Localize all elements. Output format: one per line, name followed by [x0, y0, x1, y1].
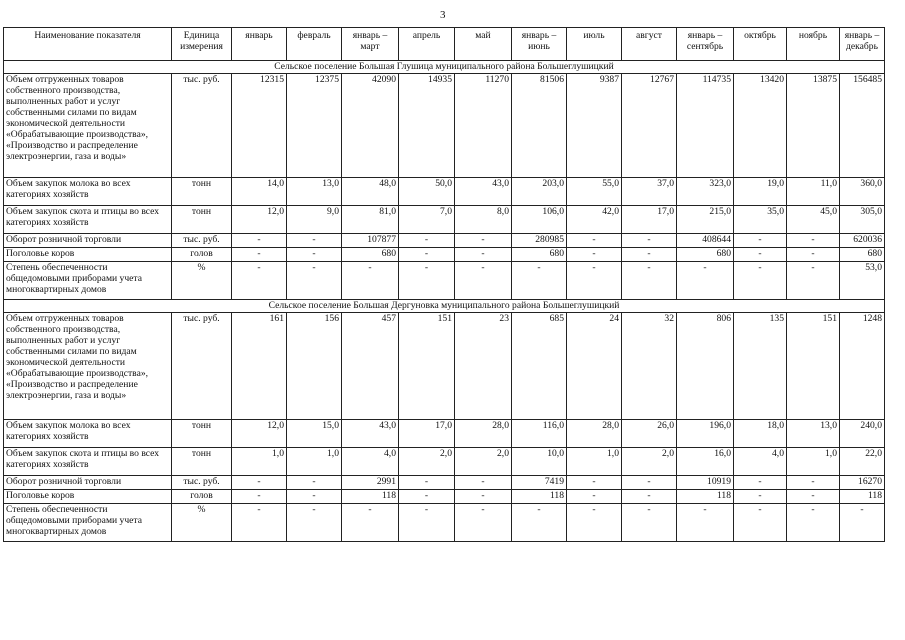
value-cell: 118 [512, 490, 567, 504]
value-cell: 23 [455, 313, 512, 420]
value-cell: 408644 [677, 234, 734, 248]
value-cell: 11270 [455, 74, 512, 178]
value-cell: 81506 [512, 74, 567, 178]
indicator-unit: тонн [172, 206, 232, 234]
page-number: 3 [440, 9, 446, 21]
value-cell: - [399, 490, 455, 504]
value-cell: 17,0 [399, 420, 455, 448]
value-cell: 1,0 [787, 448, 840, 476]
value-cell: 1,0 [567, 448, 622, 476]
value-cell: 13,0 [787, 420, 840, 448]
value-cell: 114735 [677, 74, 734, 178]
header-period: январь – март [342, 28, 399, 61]
table-row [4, 476, 885, 490]
table-row [4, 448, 885, 476]
indicator-unit: тыс. руб. [172, 234, 232, 248]
header-unit: Единица измерения [172, 28, 232, 61]
value-cell: 4,0 [734, 448, 787, 476]
section-row [4, 300, 885, 313]
indicator-unit: тыс. руб. [172, 476, 232, 490]
table-row [4, 420, 885, 448]
value-cell: 12,0 [232, 420, 287, 448]
value-cell: - [734, 490, 787, 504]
value-cell: 13875 [787, 74, 840, 178]
header-period: январь – декабрь [840, 28, 885, 61]
value-cell: - [734, 504, 787, 542]
value-cell: 457 [342, 313, 399, 420]
value-cell: 1,0 [287, 448, 342, 476]
value-cell: 215,0 [677, 206, 734, 234]
table-row [4, 262, 885, 300]
header-period: май [455, 28, 512, 61]
value-cell: 685 [512, 313, 567, 420]
value-cell: - [455, 490, 512, 504]
indicator-name: Оборот розничной торговли [4, 234, 172, 248]
value-cell: - [287, 490, 342, 504]
section-title: Сельское поселение Большая Дергуновка муниципального района Большеглушицкий [4, 300, 885, 313]
value-cell: - [455, 234, 512, 248]
value-cell: 12,0 [232, 206, 287, 234]
indicator-unit: % [172, 504, 232, 542]
value-cell: 680 [677, 248, 734, 262]
value-cell: 151 [399, 313, 455, 420]
value-cell: - [677, 262, 734, 300]
value-cell: 13,0 [287, 178, 342, 206]
value-cell: 10919 [677, 476, 734, 490]
value-cell: 1,0 [232, 448, 287, 476]
indicator-table [3, 27, 885, 542]
value-cell: - [399, 248, 455, 262]
value-cell: 17,0 [622, 206, 677, 234]
header-period: январь [232, 28, 287, 61]
header-period: октябрь [734, 28, 787, 61]
value-cell: 680 [342, 248, 399, 262]
value-cell: - [622, 490, 677, 504]
indicator-unit: голов [172, 248, 232, 262]
header-period: ноябрь [787, 28, 840, 61]
value-cell: - [622, 234, 677, 248]
value-cell: 32 [622, 313, 677, 420]
value-cell: 55,0 [567, 178, 622, 206]
value-cell: - [787, 490, 840, 504]
value-cell: 13420 [734, 74, 787, 178]
value-cell: 151 [787, 313, 840, 420]
value-cell: 14,0 [232, 178, 287, 206]
value-cell: 26,0 [622, 420, 677, 448]
value-cell: 48,0 [342, 178, 399, 206]
value-cell: 15,0 [287, 420, 342, 448]
value-cell: 2,0 [399, 448, 455, 476]
value-cell: - [287, 262, 342, 300]
value-cell: - [787, 234, 840, 248]
value-cell: - [734, 476, 787, 490]
value-cell: 35,0 [734, 206, 787, 234]
value-cell: - [399, 262, 455, 300]
value-cell: 43,0 [455, 178, 512, 206]
value-cell: 135 [734, 313, 787, 420]
value-cell: 22,0 [840, 448, 885, 476]
table-row [4, 74, 885, 178]
value-cell: 360,0 [840, 178, 885, 206]
value-cell: 12375 [287, 74, 342, 178]
value-cell: - [677, 504, 734, 542]
table-row [4, 490, 885, 504]
value-cell: 16270 [840, 476, 885, 490]
value-cell: - [567, 262, 622, 300]
indicator-name: Объем отгруженных товаров собственного производства, выполненных работ и услуг собственными силами по видам экономической деятельности «Обрабатывающие производства», «Производство и распределение электроэнергии, газа и воды» [4, 313, 172, 420]
value-cell: 2991 [342, 476, 399, 490]
value-cell: - [734, 262, 787, 300]
value-cell: - [512, 262, 567, 300]
value-cell: - [287, 234, 342, 248]
value-cell: 18,0 [734, 420, 787, 448]
value-cell: 1248 [840, 313, 885, 420]
value-cell: - [787, 476, 840, 490]
value-cell: 7419 [512, 476, 567, 490]
indicator-name: Оборот розничной торговли [4, 476, 172, 490]
value-cell: - [512, 504, 567, 542]
value-cell: - [787, 262, 840, 300]
indicator-name: Объем отгруженных товаров собственного производства, выполненных работ и услуг собственными силами по видам экономической деятельности «Обрабатывающие производства», «Производство и распределение электроэнергии, газа и воды» [4, 74, 172, 178]
value-cell: 240,0 [840, 420, 885, 448]
indicator-name: Объем закупок скота и птицы во всех категориях хозяйств [4, 206, 172, 234]
value-cell: 2,0 [455, 448, 512, 476]
value-cell: - [287, 248, 342, 262]
indicator-name: Поголовье коров [4, 490, 172, 504]
indicator-name: Поголовье коров [4, 248, 172, 262]
value-cell: 323,0 [677, 178, 734, 206]
value-cell: 12315 [232, 74, 287, 178]
value-cell: 2,0 [622, 448, 677, 476]
value-cell: - [567, 504, 622, 542]
table-row [4, 504, 885, 542]
value-cell: - [232, 504, 287, 542]
indicator-name: Степень обеспеченности общедомовыми приборами учета многоквартирных домов [4, 262, 172, 300]
value-cell: - [232, 234, 287, 248]
value-cell: 42,0 [567, 206, 622, 234]
header-period: февраль [287, 28, 342, 61]
value-cell: 9387 [567, 74, 622, 178]
header-period: январь – июнь [512, 28, 567, 61]
value-cell: - [287, 504, 342, 542]
value-cell: - [455, 504, 512, 542]
indicator-name: Объем закупок молока во всех категориях хозяйств [4, 178, 172, 206]
value-cell: 4,0 [342, 448, 399, 476]
value-cell: 620036 [840, 234, 885, 248]
value-cell: 161 [232, 313, 287, 420]
value-cell: 196,0 [677, 420, 734, 448]
section-row [4, 61, 885, 74]
indicator-name: Объем закупок скота и птицы во всех категориях хозяйств [4, 448, 172, 476]
indicator-unit: тыс. руб. [172, 313, 232, 420]
indicator-unit: голов [172, 490, 232, 504]
value-cell: 8,0 [455, 206, 512, 234]
value-cell: 16,0 [677, 448, 734, 476]
value-cell: 118 [677, 490, 734, 504]
value-cell: 11,0 [787, 178, 840, 206]
value-cell: 116,0 [512, 420, 567, 448]
table-row [4, 206, 885, 234]
value-cell: - [622, 476, 677, 490]
value-cell: 806 [677, 313, 734, 420]
value-cell: - [232, 262, 287, 300]
value-cell: - [622, 262, 677, 300]
value-cell: 305,0 [840, 206, 885, 234]
value-cell: - [342, 504, 399, 542]
value-cell: 118 [342, 490, 399, 504]
indicator-unit: тыс. руб. [172, 74, 232, 178]
header-period: июль [567, 28, 622, 61]
value-cell: 680 [512, 248, 567, 262]
table-row [4, 313, 885, 420]
value-cell: - [567, 476, 622, 490]
value-cell: 680 [840, 248, 885, 262]
value-cell: 14935 [399, 74, 455, 178]
value-cell: - [787, 504, 840, 542]
table-row [4, 234, 885, 248]
value-cell: - [399, 504, 455, 542]
value-cell: 43,0 [342, 420, 399, 448]
value-cell: 156 [287, 313, 342, 420]
header-indicator-name: Наименование показателя [4, 28, 172, 61]
value-cell: 45,0 [787, 206, 840, 234]
indicator-unit: тонн [172, 420, 232, 448]
value-cell: - [232, 476, 287, 490]
indicator-unit: тонн [172, 448, 232, 476]
value-cell: - [232, 248, 287, 262]
value-cell: - [787, 248, 840, 262]
value-cell: 156485 [840, 74, 885, 178]
value-cell: 50,0 [399, 178, 455, 206]
value-cell: 107877 [342, 234, 399, 248]
indicator-name: Степень обеспеченности общедомовыми приборами учета многоквартирных домов [4, 504, 172, 542]
value-cell: 106,0 [512, 206, 567, 234]
value-cell: 12767 [622, 74, 677, 178]
value-cell: 42090 [342, 74, 399, 178]
value-cell: 81,0 [342, 206, 399, 234]
value-cell: - [399, 476, 455, 490]
value-cell: 118 [840, 490, 885, 504]
value-cell: 10,0 [512, 448, 567, 476]
value-cell: - [567, 234, 622, 248]
indicator-name: Объем закупок молока во всех категориях хозяйств [4, 420, 172, 448]
value-cell: - [734, 234, 787, 248]
value-cell: - [567, 248, 622, 262]
value-cell: 19,0 [734, 178, 787, 206]
table-row [4, 178, 885, 206]
value-cell: 7,0 [399, 206, 455, 234]
value-cell: 9,0 [287, 206, 342, 234]
value-cell: - [734, 248, 787, 262]
header-period: август [622, 28, 677, 61]
value-cell: - [567, 490, 622, 504]
value-cell: 24 [567, 313, 622, 420]
value-cell: - [455, 262, 512, 300]
value-cell: - [455, 476, 512, 490]
value-cell: - [840, 504, 885, 542]
value-cell: - [342, 262, 399, 300]
value-cell: 53,0 [840, 262, 885, 300]
value-cell: - [622, 504, 677, 542]
section-title: Сельское поселение Большая Глушица муниципального района Большеглушицкий [4, 61, 885, 74]
value-cell: - [622, 248, 677, 262]
value-cell: - [399, 234, 455, 248]
value-cell: 203,0 [512, 178, 567, 206]
header-row [4, 28, 885, 61]
header-period: апрель [399, 28, 455, 61]
value-cell: 280985 [512, 234, 567, 248]
value-cell: - [287, 476, 342, 490]
value-cell: - [455, 248, 512, 262]
value-cell: - [232, 490, 287, 504]
value-cell: 28,0 [455, 420, 512, 448]
value-cell: 28,0 [567, 420, 622, 448]
header-period: январь – сентябрь [677, 28, 734, 61]
indicator-unit: % [172, 262, 232, 300]
table-row [4, 248, 885, 262]
value-cell: 37,0 [622, 178, 677, 206]
indicator-unit: тонн [172, 178, 232, 206]
